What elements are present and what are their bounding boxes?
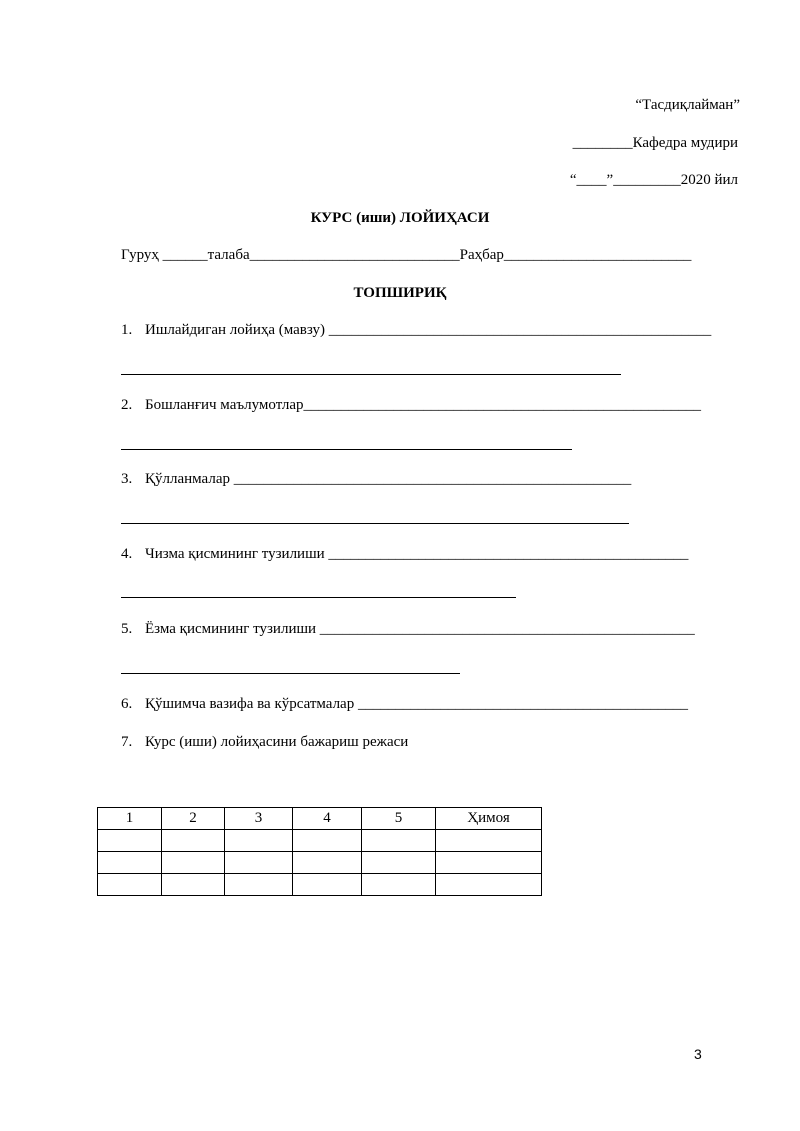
schedule-cell (98, 852, 162, 874)
approval-title: “Тасдиқлайман” (635, 97, 740, 113)
schedule-cell (293, 874, 362, 896)
schedule-cell (436, 874, 542, 896)
department-head-line: ________Кафедра мудири (572, 135, 738, 151)
schedule-header-cell: 5 (362, 808, 436, 830)
task-item-number: 3. (121, 471, 133, 487)
schedule-cell (362, 852, 436, 874)
schedule-cell (225, 874, 293, 896)
schedule-cell (225, 830, 293, 852)
answer-line (121, 449, 572, 450)
task-item-label: Ёзма қисмининг тузилиши __________________________________________________ (145, 621, 695, 637)
schedule-cell (436, 830, 542, 852)
task-item-4 (121, 546, 688, 563)
schedule-cell (293, 830, 362, 852)
schedule-row (98, 852, 542, 874)
task-item-label: Қўшимча вазифа ва кўрсатмалар ____________________________________________ (145, 696, 688, 712)
task-item-3 (121, 471, 631, 488)
task-item-5 (121, 621, 695, 638)
task-item-label: Чизма қисмининг тузилиши ________________________________________________ (145, 546, 689, 562)
schedule-cell (225, 852, 293, 874)
schedule-header-cell: 4 (293, 808, 362, 830)
schedule-cell (362, 830, 436, 852)
task-title: ТОПШИРИҚ (353, 285, 447, 301)
document-title: КУРС (иши) ЛОЙИҲАСИ (310, 210, 490, 226)
schedule-header-cell: Ҳимоя (436, 808, 542, 830)
task-item-label: Курс (иши) лойиҳасини бажариш режаси (145, 734, 409, 750)
task-item-6 (121, 696, 688, 713)
answer-line (121, 523, 629, 524)
task-item-number: 2. (121, 397, 133, 413)
task-item-label: Ишлайдиган лойиҳа (мавзу) ___________________________________________________ (145, 322, 712, 338)
task-item-number: 5. (121, 621, 133, 637)
schedule-cell (162, 852, 225, 874)
schedule-header-cell: 1 (98, 808, 162, 830)
schedule-row (98, 874, 542, 896)
answer-line (121, 673, 460, 674)
schedule-table (97, 807, 542, 896)
schedule-header-cell: 3 (225, 808, 293, 830)
schedule-header-cell: 2 (162, 808, 225, 830)
schedule-cell (98, 874, 162, 896)
group-student-supervisor-line: Гуруҳ ______талаба____________________________Раҳбар_________________________ (121, 247, 692, 263)
schedule-header-row (98, 808, 542, 830)
task-item-label: Қўлланмалар _____________________________________________________ (145, 471, 632, 487)
task-item-1 (121, 322, 711, 339)
task-item-label: Бошланғич маълумотлар_____________________________________________________ (145, 397, 702, 413)
task-item-number: 7. (121, 734, 133, 750)
task-item-number: 1. (121, 322, 133, 338)
schedule-cell (162, 830, 225, 852)
schedule-cell (362, 874, 436, 896)
page-number: 3 (694, 1046, 702, 1062)
answer-line (121, 597, 516, 598)
approval-date-line: “____”_________2020 йил (569, 172, 738, 188)
answer-line (121, 374, 621, 375)
task-item-7 (121, 734, 408, 751)
task-item-number: 6. (121, 696, 133, 712)
schedule-cell (436, 852, 542, 874)
schedule-cell (293, 852, 362, 874)
schedule-row (98, 830, 542, 852)
task-item-2 (121, 397, 701, 414)
schedule-cell (162, 874, 225, 896)
task-item-number: 4. (121, 546, 133, 562)
schedule-cell (98, 830, 162, 852)
